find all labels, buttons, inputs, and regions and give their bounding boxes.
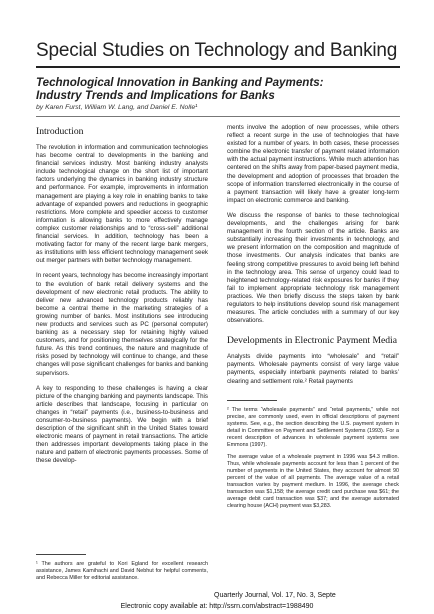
left-column bbox=[36, 126, 208, 473]
left-paragraph: The revolution in information and communication technologies has become central to developments in the banking and financial services industry. Most banking industry analysts include technological change on the short list of important factors underlying the dynamics in banking industry structure and performance. For example, improvements in information management are playing a key role in enabling banks to take advantage of expanded powers and reductions in geographic restrictions. More complete and speedier access to customer information is allowing banks to more effectively manage complex customer relationships and to “cross-sell” additional financial services. In addition, technology has been a motivating factor for many of the recent large bank mergers, as institutions with less efficient technology management seek out merger partners with better technology management. bbox=[36, 144, 208, 265]
left-paragraph: A key to responding to these challenges is having a clear picture of the changing banking and payments landscape. This article describes that landscape, focusing in particular on changes in “retail” payments (i.e., business-to-business and consumer-to-business payments). We begin with a brief description of the significant shift in the United States toward electronic means of payment in retail transactions. The article then addresses important developments taking place in the nature and pattern of electronic payments processes. Some of these develop- bbox=[36, 384, 208, 465]
footer-ssrn-link[interactable]: Electronic copy available at: http://ssrn.com/abstract=1988490 bbox=[120, 603, 314, 610]
footnote-2: ² The terms “wholesale payments” and “retail payments,” while not precise, are commonly used, even in official descriptions of payment systems. See, e.g., the section describing the U.S. payment system in detail in Committee on Payment and Settlement Systems (1993). For a recent description of advances in wholesale payment systems see Emmons (1997). bbox=[227, 406, 399, 448]
right-paragraph: ments involve the adoption of new processes, while others reflect a recent surge in the use of technologies that have existed for a number of years. In both cases, these processes combine the electronic transfer of payment related information with the actual payment instructions. While much attention has centered on the shifts away from paper-based payment media, the development and adoption of processes that broaden the scope of information transferred electronically in the course of a payment transaction will likely have a greater long-term impact on electronic commerce and banking. bbox=[227, 124, 399, 204]
article-title-line-1: Technological Innovation in Banking and Payments: bbox=[36, 76, 324, 89]
byline-rule bbox=[36, 116, 400, 117]
payments-heading: Developments in Electronic Payment Media bbox=[227, 335, 397, 347]
right-column bbox=[227, 124, 399, 515]
left-paragraph: In recent years, technology has become increasingly important to the evolution of bank retail delivery systems and the development of new electronic retail products. The ability to deliver new advanced technology products reliably has become a central theme in the marketing strategies of a growing number of banks. Most institutions see introducing new products and services such as PC (personal computer) banking as a necessary step for retaining highly valued customers, and for positioning themselves strategically for the future. As this trend continues, the nature and magnitude of risks posed by technology will continue to change, and these changes will pose significant challenges for banks and banking supervisors. bbox=[36, 272, 208, 377]
footnote-rule bbox=[227, 400, 277, 401]
footer-journal-citation: Quarterly Journal, Vol. 17, No. 3, Septe bbox=[214, 592, 336, 599]
journal-title: Special Studies on Technology and Banking bbox=[36, 40, 398, 61]
article-title bbox=[36, 76, 400, 102]
article-title-line-2: Industry Trends and Implications for Banks bbox=[36, 89, 275, 102]
footnote-rule bbox=[36, 554, 86, 555]
byline: by Karen Furst, William W. Lang, and Daniel E. Nolle¹ bbox=[36, 104, 198, 111]
right-paragraph: We discuss the response of banks to these technological developments, and the challenges arising for bank management in the fourth section of the article. Banks are substantially increasing their investments in technology, and we present information on the composition and magnitude of those investments. Our analysis indicates that banks are feeling strong competitive pressures to avoid being left behind in the technology area. This sense of urgency could lead to heightened technology-related risk exposures for banks if they fail to implement appropriate technology risk management practices. We then briefly discuss the steps taken by bank regulators to help institutions develop sound risk management measures. The article concludes with a summary of our key observations. bbox=[227, 211, 399, 325]
payments-paragraph: Analysts divide payments into “wholesale” and “retail” payments. Wholesale payments consist of very large value payments, especially interbank payments related to banks’ clearing and settlement role.² Retail payments bbox=[227, 353, 399, 385]
footnote-2-continued: The average value of a wholesale payment in 1996 was $4.3 million. Thus, while wholesale payments account for less than 1 percent of the number of payments in the United States, they account for almost 90 percent of the value of all payments. The average value of a retail transaction varies by payment medium. In 1996, the average check transaction was $1,158; the average credit card purchase was $61; the average debit card transaction was $37; and the average automated clearing house (ACH) payment was $3,283. bbox=[227, 453, 399, 509]
intro-heading: Introduction bbox=[36, 126, 84, 137]
footnote-1: ¹ The authors are grateful to Kori Egland for excellent research assistance, James Kamihachi and David Nebhut for helpful comments, and Rebecca Miller for editorial assistance. bbox=[36, 561, 208, 581]
left-footnote-block bbox=[36, 552, 208, 587]
title-rule bbox=[36, 66, 400, 68]
